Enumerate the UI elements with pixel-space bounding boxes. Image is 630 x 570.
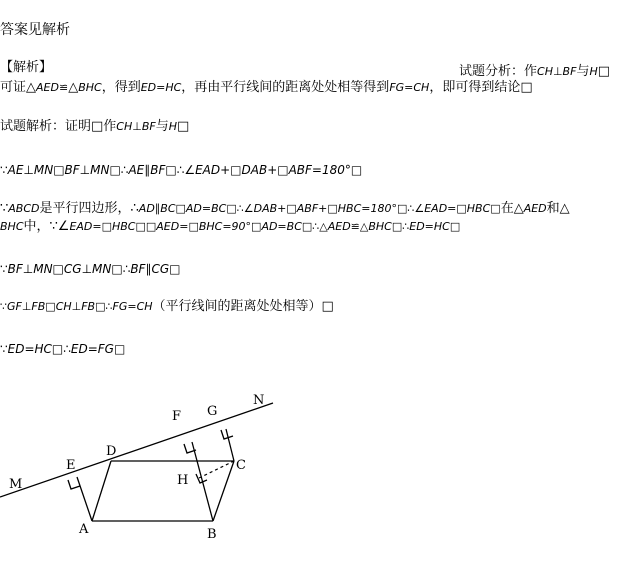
section-label: 【解析】: [0, 60, 53, 75]
proof-math: ABCD: [8, 202, 40, 215]
analysis-text: ，得到: [101, 80, 141, 95]
proof-math: BHC: [0, 220, 24, 233]
analysis-text: △: [26, 80, 37, 95]
proof-line-1: ∵AE⊥MN□BF⊥MN□∴AE∥BF□∴∠EAD+□DAB+□ABF=180°□: [0, 163, 363, 177]
proof-math: AED: [523, 202, 547, 215]
analysis-text: ，再由平行线间的距离处处相等得到: [181, 80, 390, 95]
proof-text: （平行线间的距离处处相等）□: [152, 299, 334, 314]
label-c: C: [236, 458, 246, 473]
analysis-heading-text: □: [597, 64, 611, 79]
proof-heading-text: 与: [155, 119, 169, 134]
analysis-math: FG=CH: [389, 81, 430, 94]
proof-line-4: ∵BF⊥MN□CG⊥MN□∴BF∥CG□: [0, 262, 181, 276]
label-b: B: [207, 527, 217, 542]
page-title: 答案见解析: [0, 22, 70, 38]
analysis-text: △: [68, 80, 79, 95]
proof-line-6: ∵ED=HC□∴ED=FG□: [0, 342, 126, 356]
analysis-heading-math: H: [589, 65, 598, 78]
proof-heading-math: H: [168, 120, 178, 133]
analysis-math: BHC: [78, 81, 102, 94]
label-f: F: [172, 409, 182, 424]
proof-text: ∵: [0, 201, 9, 216]
analysis-math: ≌: [58, 81, 69, 94]
segment-ae: [77, 477, 92, 521]
analysis-math: ED=HC: [140, 81, 182, 94]
label-a: A: [79, 522, 89, 537]
line-mn: [0, 403, 273, 497]
segment-cg: [226, 429, 234, 461]
analysis-heading-text: 试题分析：作: [459, 64, 538, 79]
proof-heading-math: CH⊥BF: [116, 120, 156, 133]
analysis-heading-text: 与: [576, 64, 590, 79]
segment-ad: [92, 461, 111, 521]
label-g: G: [207, 404, 218, 419]
proof-text: 和△: [546, 201, 570, 216]
analysis-text: 可证: [0, 80, 27, 95]
label-d: D: [106, 444, 117, 459]
analysis-text: ，即可得到结论□: [429, 80, 533, 95]
analysis-math: AED: [36, 81, 59, 94]
analysis-heading-math: CH⊥BF: [537, 65, 577, 78]
proof-text: 中，∵∠: [23, 219, 70, 234]
label-m: M: [9, 477, 23, 492]
proof-math: ∵GF⊥FB□CH⊥FB□∴FG=CH: [0, 300, 153, 313]
proof-heading-text: □: [177, 119, 190, 134]
proof-text: 在△: [500, 201, 524, 216]
label-e: E: [66, 458, 76, 473]
label-h: H: [177, 473, 189, 488]
proof-text: 是平行四边形，∴: [39, 201, 139, 216]
proof-math: EAD=□HBC□□AED=□BHC=90°□AD=BC□∴△AED≌△BHC□∴ED=HC□: [69, 220, 461, 233]
label-n: N: [253, 393, 265, 408]
proof-math: AD∥BC□AD=BC□∴∠DAB+□ABF+□HBC=180°□∴∠EAD=□HBC□: [138, 202, 501, 215]
proof-heading-text: 试题解析：证明□作: [0, 119, 117, 134]
